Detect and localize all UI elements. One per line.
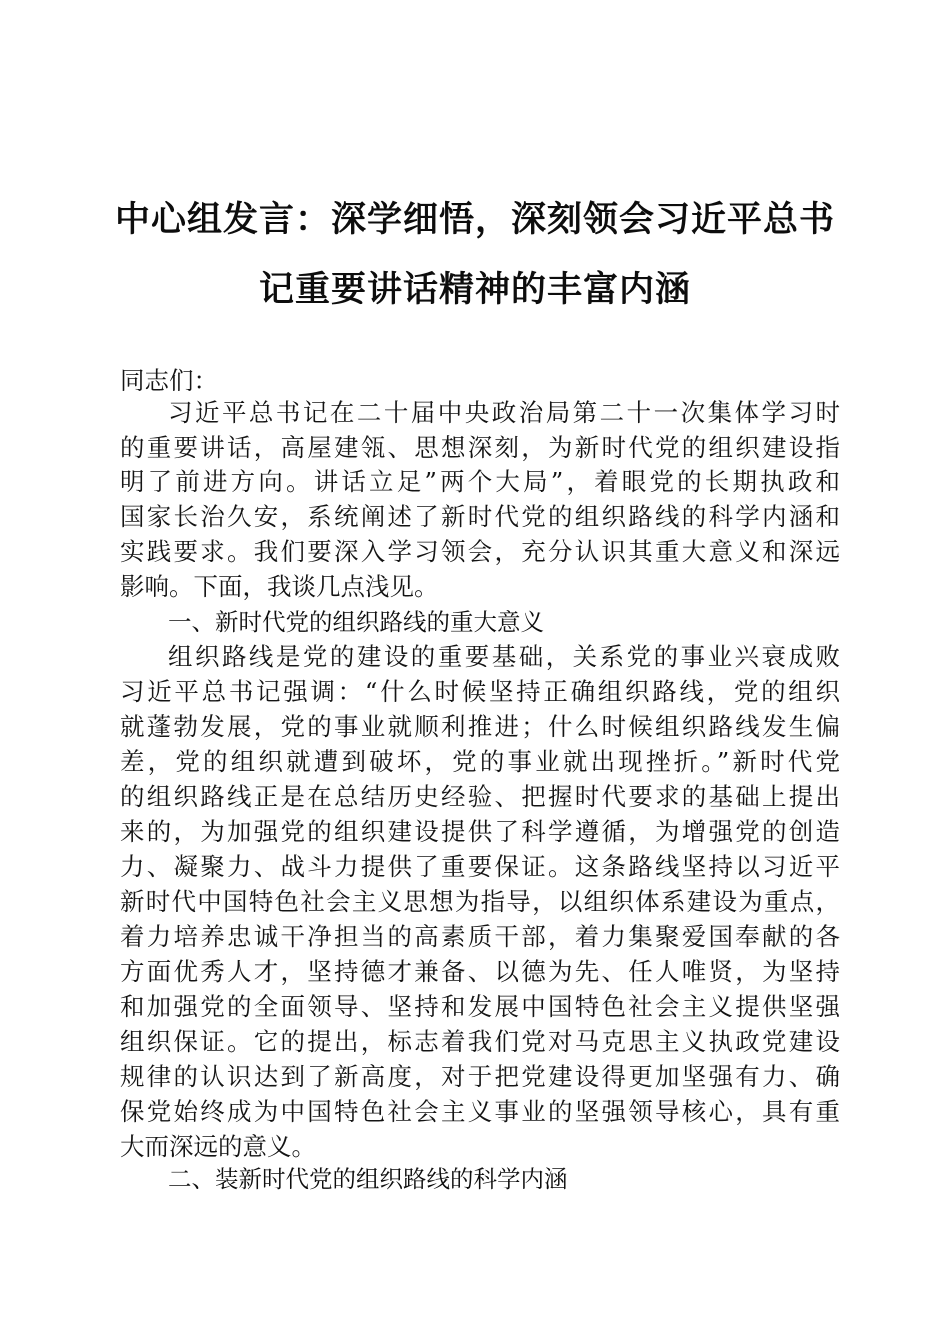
section-2-heading: 二、装新时代党的组织路线的科学内涵 — [168, 1165, 568, 1193]
section-1-line: 力、凝聚力、战斗力提供了重要保证。这条路线坚持以习近平 — [120, 852, 840, 881]
document-title-line-2: 记重要讲话精神的丰富内涵 — [258, 270, 691, 310]
section-1-line: 组织保证。它的提出，标志着我们党对马克思主义执政党建设 — [120, 1027, 840, 1056]
intro-line: 实践要求。我们要深入学习领会，充分认识其重大意义和深远 — [120, 537, 840, 566]
section-1-line: 就蓬勃发展，党的事业就顺利推进；什么时候组织路线发生偏 — [120, 712, 840, 741]
intro-line: 国家长治久安，系统阐述了新时代党的组织路线的科学内涵和 — [120, 502, 840, 531]
section-1-line: 新时代中国特色社会主义思想为指导，以组织体系建设为重点， — [120, 887, 840, 916]
intro-line: 明了前进方向。讲话立足”两个大局”，着眼党的长期执政和 — [120, 467, 840, 496]
section-1-line: 规律的认识达到了新高度，对于把党建设得更加坚强有力、确 — [120, 1062, 840, 1091]
section-1-line: 保党始终成为中国特色社会主义事业的坚强领导核心，具有重 — [120, 1097, 840, 1126]
intro-line: 影响。下面，我谈几点浅见。 — [120, 572, 439, 601]
salutation: 同志们： — [120, 366, 218, 395]
section-1-line: 习近平总书记强调：“什么时候坚持正确组织路线，党的组织 — [120, 677, 840, 706]
section-1-line: 的组织路线正是在总结历史经验、把握时代要求的基础上提出 — [120, 782, 840, 811]
section-1-line: 着力培养忠诚干净担当的高素质干部，着力集聚爱国奉献的各 — [120, 922, 840, 951]
intro-line: 习近平总书记在二十届中央政治局第二十一次集体学习时 — [168, 398, 840, 427]
document-title-line-1: 中心组发言：深学细悟，深刻领会习近平总书 — [114, 200, 835, 240]
section-1-line: 差，党的组织就遭到破坏，党的事业就出现挫折。”新时代党 — [120, 747, 840, 776]
section-1-line: 方面优秀人才，坚持德才兼备、以德为先、任人唯贤，为坚持 — [120, 957, 840, 986]
intro-line: 的重要讲话，高屋建瓴、思想深刻，为新时代党的组织建设指 — [120, 433, 840, 462]
section-1-heading: 一、新时代党的组织路线的重大意义 — [168, 608, 544, 636]
section-1-line: 组织路线是党的建设的重要基础，关系党的事业兴衰成败 — [168, 642, 840, 671]
section-1-line: 大而深远的意义。 — [120, 1132, 316, 1161]
section-1-line: 和加强党的全面领导、坚持和发展中国特色社会主义提供坚强 — [120, 992, 840, 1021]
section-1-line: 来的，为加强党的组织建设提供了科学遵循，为增强党的创造 — [120, 817, 840, 846]
